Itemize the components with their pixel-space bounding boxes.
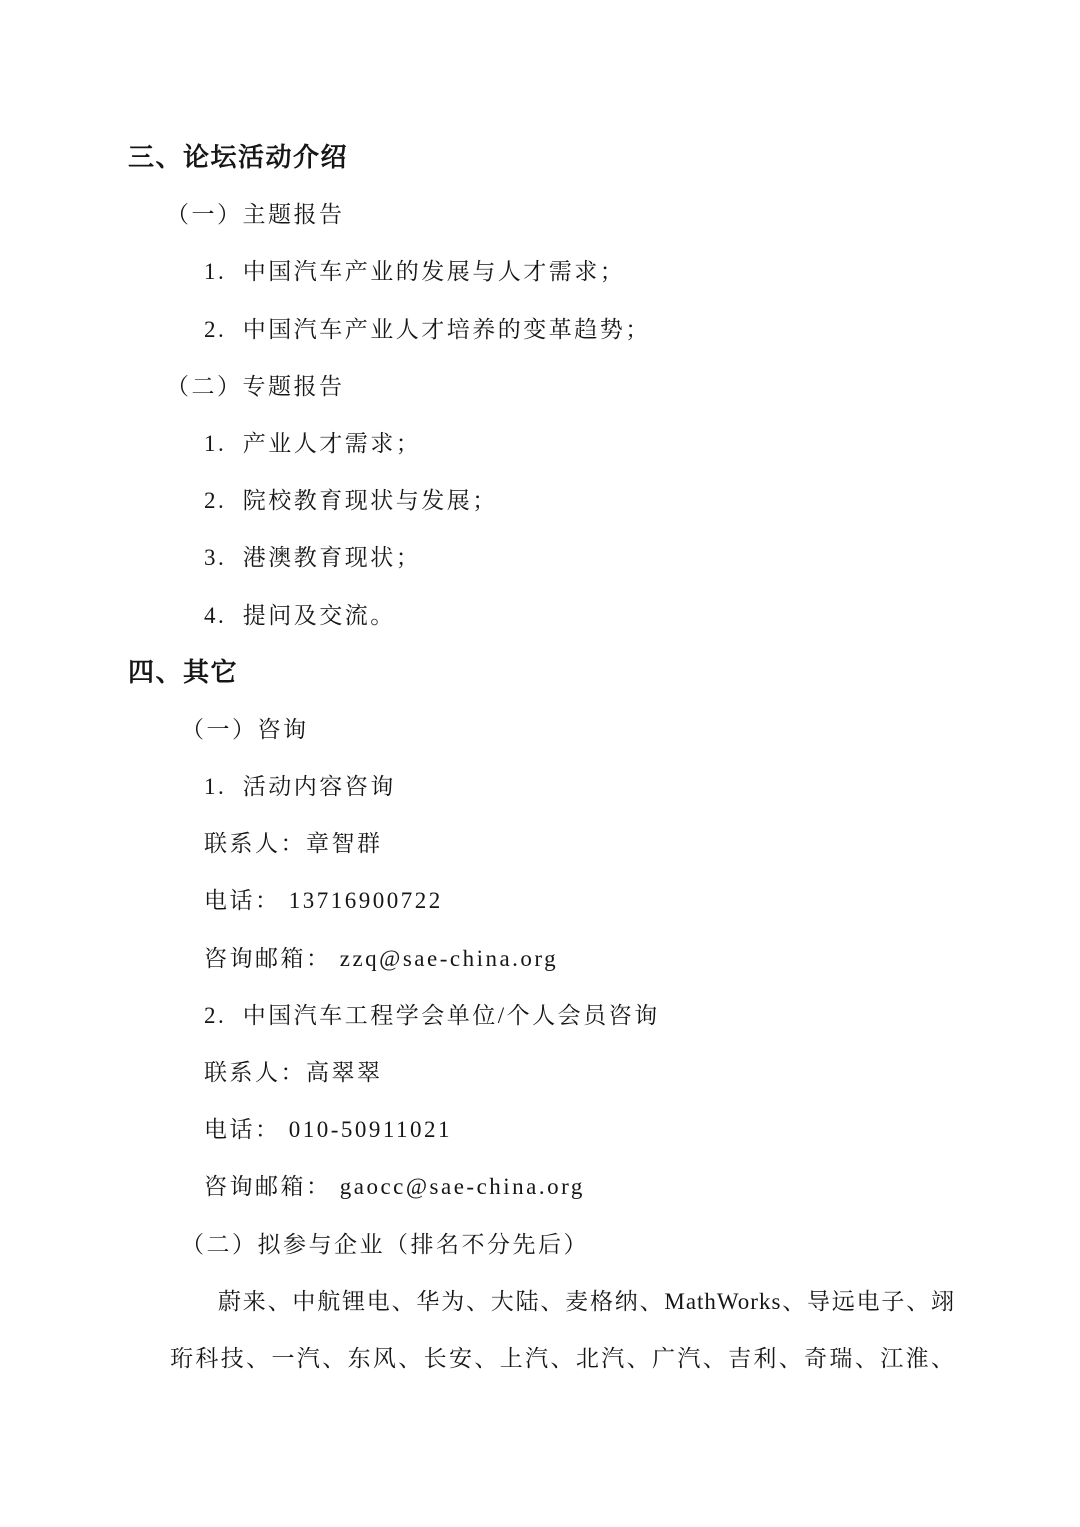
consult2-phone: 电话： 010-50911021 bbox=[204, 1117, 453, 1143]
section3-heading: 三、论坛活动介绍 bbox=[128, 142, 349, 172]
consult2-email: 咨询邮箱： gaocc@sae-china.org bbox=[204, 1174, 585, 1200]
topic-report-item-1: 1. 中国汽车产业的发展与人才需求； bbox=[204, 259, 626, 285]
companies-list-line-1: 蔚来、中航锂电、华为、大陆、麦格纳、MathWorks、导远电子、翊 bbox=[218, 1288, 955, 1314]
consult1-title: 1. 活动内容咨询 bbox=[204, 774, 396, 800]
consult2-title: 2. 中国汽车工程学会单位/个人会员咨询 bbox=[204, 1002, 660, 1028]
special-report-item-1: 1. 产业人才需求； bbox=[204, 430, 422, 456]
special-report-item-4: 4. 提问及交流。 bbox=[204, 602, 396, 628]
section4-heading: 四、其它 bbox=[128, 656, 239, 687]
special-report-item-2: 2. 院校教育现状与发展； bbox=[204, 488, 498, 514]
consult1-email: 咨询邮箱： zzq@sae-china.org bbox=[204, 945, 559, 971]
consult1-phone: 电话： 13716900722 bbox=[204, 888, 443, 914]
section3-sub2-label: （二）专题报告 bbox=[166, 373, 345, 399]
section3-sub1-label: （一）主题报告 bbox=[166, 202, 345, 228]
section4-sub2-label: （二）拟参与企业（排名不分先后） bbox=[181, 1231, 589, 1257]
document-body bbox=[0, 129, 1080, 1387]
special-report-item-3: 3. 港澳教育现状； bbox=[204, 545, 422, 571]
consult1-contact: 联系人：章智群 bbox=[204, 831, 383, 857]
consult2-contact: 联系人：高翠翠 bbox=[204, 1060, 383, 1085]
companies-list-line-2: 珩科技、一汽、东风、长安、上汽、北汽、广汽、吉利、奇瑞、江淮、 bbox=[170, 1345, 955, 1371]
section4-sub1-label: （一）咨询 bbox=[181, 716, 309, 742]
topic-report-item-2: 2. 中国汽车产业人才培养的变革趋势； bbox=[204, 316, 651, 342]
